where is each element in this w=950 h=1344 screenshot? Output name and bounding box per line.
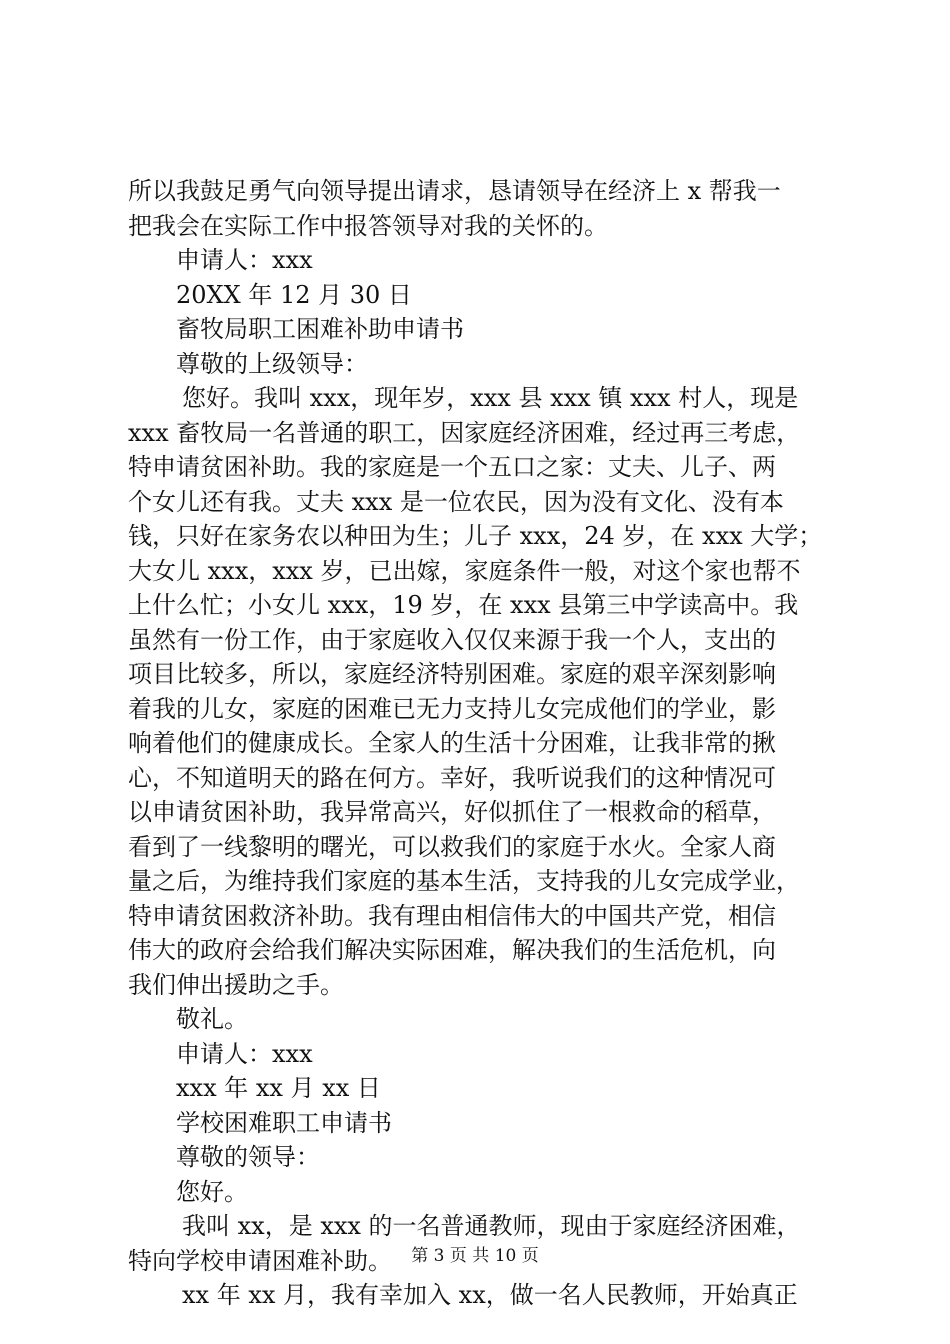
text-line: 特申请贫困补助。我的家庭是一个五口之家：丈夫、儿子、两 [128, 453, 776, 481]
page-footer: 第 3 页 共 10 页 [411, 1246, 539, 1266]
text-line: 尊敬的领导： [176, 1143, 320, 1171]
text-line: 量之后，为维持我们家庭的基本生活，支持我的儿女完成学业， [128, 867, 800, 895]
text-line: 大女儿 xxx，xxx 岁，已出嫁，家庭条件一般，对这个家也帮不 [128, 556, 801, 585]
text-line: 申请人：xxx [176, 1039, 313, 1068]
text-line: 特申请贫困救济补助。我有理由相信伟大的中国共产党，相信 [128, 901, 776, 930]
text-line: 虽然有一份工作，由于家庭收入仅仅来源于我一个人，支出的 [128, 625, 776, 654]
text-line: 个女儿还有我。丈夫 xxx 是一位农民，因为没有文化、没有本 [128, 487, 784, 516]
text-line: 20XX 年 12 月 30 日 [176, 280, 412, 309]
text-line: 项目比较多，所以，家庭经济特别困难。家庭的艰辛深刻影响 [128, 660, 776, 688]
text-line: 把我会在实际工作中报答领导对我的关怀的。 [128, 211, 608, 240]
text-line: 畜牧局职工困难补助申请书 [176, 315, 464, 343]
text-line: xxx 畜牧局一名普通的职工，因家庭经济困难，经过再三考虑， [128, 418, 801, 447]
text-line: 上什么忙；小女儿 xxx，19 岁，在 xxx 县第三中学读高中。我 [128, 591, 799, 619]
text-line: 心，不知道明天的路在何方。幸好，我听说我们的这种情况可 [128, 763, 776, 792]
text-line: 申请人：xxx [176, 246, 313, 274]
text-line: 学校困难职工申请书 [176, 1108, 392, 1137]
text-line: 看到了一线黎明的曙光，可以救我们的家庭于水火。全家人商 [128, 832, 776, 861]
text-line: 特向学校申请困难补助。 [128, 1246, 392, 1275]
text-line: 响着他们的健康成长。全家人的生活十分困难，让我非常的揪 [128, 729, 776, 757]
text-line: 所以我鼓足勇气向领导提出请求，恳请领导在经济上 x 帮我一 [128, 177, 781, 205]
text-line: 敬礼。 [176, 1005, 248, 1033]
text-line: xxx 年 xx 月 xx 日 [176, 1074, 381, 1102]
text-line: 您好。 [176, 1177, 248, 1206]
text-line: 您好。我叫 xxx，现年岁，xxx 县 xxx 镇 xxx 村人，现是 [182, 384, 799, 412]
text-line: 着我的儿女，家庭的困难已无力支持儿女完成他们的学业，影 [128, 694, 776, 723]
text-line: 伟大的政府会给我们解决实际困难，解决我们的生活危机，向 [128, 936, 776, 964]
text-line: 钱，只好在家务农以种田为生；儿子 xxx，24 岁，在 xxx 大学； [128, 522, 823, 550]
text-line: xx 年 xx 月，我有幸加入 xx，做一名人民教师，开始真正 [182, 1281, 798, 1309]
text-line: 我们伸出援助之手。 [128, 970, 344, 999]
text-line: 尊敬的上级领导： [176, 349, 368, 378]
text-line: 我叫 xx，是 xxx 的一名普通教师，现由于家庭经济困难， [182, 1212, 801, 1240]
document-body [128, 174, 840, 1313]
text-line: 以申请贫困补助，我异常高兴，好似抓住了一根救命的稻草， [128, 798, 776, 826]
